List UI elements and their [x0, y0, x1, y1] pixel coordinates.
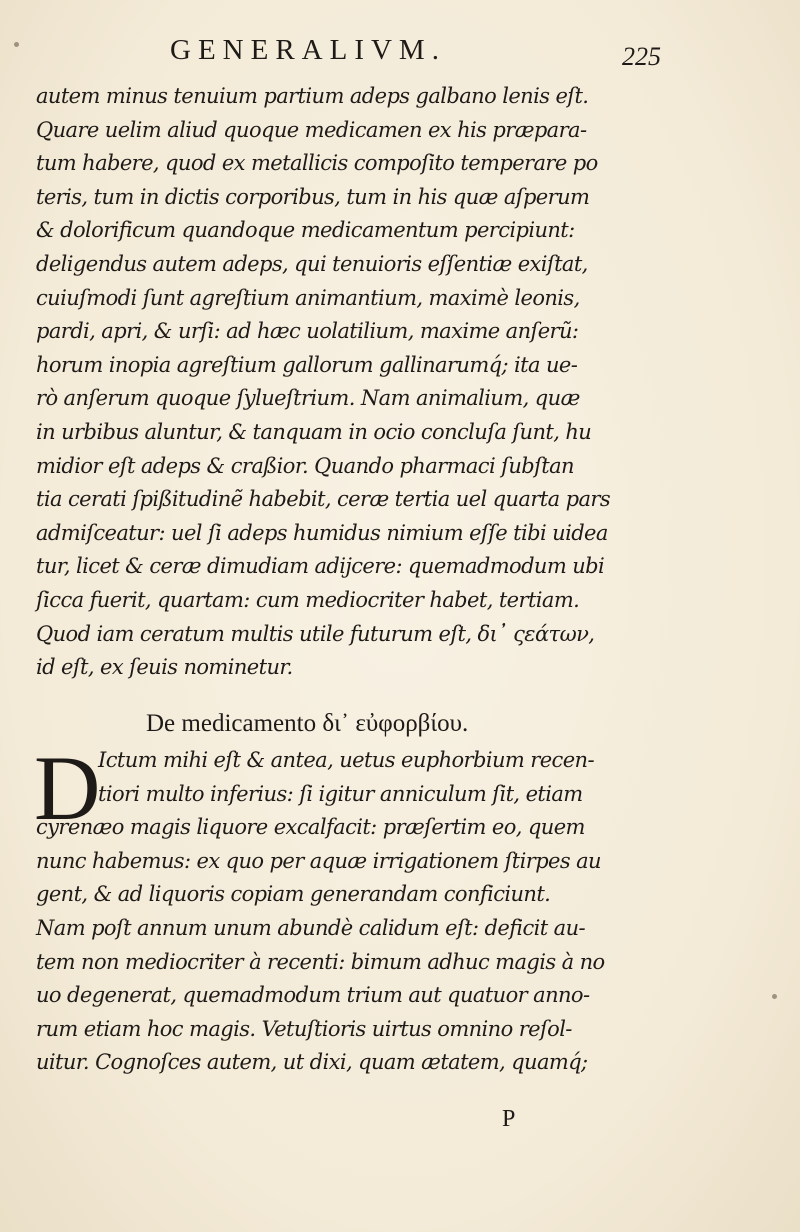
text-line: Quare uelim aliud quoque medicamen ex his præpara-	[36, 117, 587, 142]
text-line: gent, & ad liquoris copiam generandam conficiunt.	[36, 882, 551, 907]
text-line: Ictum mihi eſt & antea, uetus euphorbium recen-	[98, 748, 594, 772]
text-line: uitur. Cognoſces autem, ut dixi, quam ætatem, quamq́;	[36, 1050, 588, 1075]
text-line: & dolorificum quandoque medicamentum percipiunt:	[36, 218, 575, 243]
page-number: 225	[622, 42, 661, 71]
text-line: uo degenerat, quemadmodum trium aut quatuor anno-	[36, 983, 590, 1008]
text-line: tia cerati ſpißitudinẽ habebit, ceræ tertia uel quarta pars	[36, 487, 611, 512]
section-heading: De medicamento δι᾽ εὐφορβίου.	[146, 710, 469, 737]
drop-cap: D	[34, 737, 101, 839]
text-line: tur, licet & ceræ dimudiam adijcere: quemadmodum ubi	[36, 554, 605, 579]
text-line: Quod iam ceratum multis utile futurum eſt, δι᾽ ςεάτων,	[36, 621, 595, 646]
text-line: ſicca fuerit, quartam: cum mediocriter habet, tertiam.	[36, 587, 580, 612]
text-line: in urbibus aluntur, & tanquam in ocio concluſa ſunt, hu	[36, 419, 592, 444]
text-line: autem minus tenuium partium adeps galbano lenis eſt.	[36, 84, 589, 108]
text-line: teris, tum in dictis corporibus, tum in his quæ aſperum	[36, 184, 590, 209]
text-line: pardi, apri, & urſi: ad hæc uolatilium, maxime anſerũ:	[36, 319, 579, 344]
text-line: admiſceatur: uel ſi adeps humidus nimium eſſe tibi uidea	[36, 520, 608, 545]
ink-speck	[14, 42, 19, 47]
text-line: tiori multo inferius: ſi igitur anniculum ſit, etiam	[98, 781, 583, 806]
paragraph-2	[34, 737, 636, 1080]
text-line: tem non mediocriter à recenti: bimum adhuc magis à no	[36, 949, 605, 974]
text-line: cuiuſmodi ſunt agreſtium animantium, maximè leonis,	[36, 285, 580, 310]
text-line: nunc habemus: ex quo per aquæ irrigationem ſtirpes au	[36, 848, 601, 873]
ink-speck	[772, 994, 777, 999]
running-title: GENERALIVM.	[170, 34, 446, 66]
paragraph-1	[36, 80, 636, 685]
text-line: deligendus autem adeps, qui tenuioris eſſentiæ exiſtat,	[36, 251, 588, 276]
text-line: cyrenæo magis liquore excalfacit: præſertim eo, quem	[36, 815, 585, 840]
page-header	[0, 30, 800, 70]
text-line: id eſt, ex ſeuis nominetur.	[36, 655, 293, 680]
text-line: midior eſt adeps & craßior. Quando pharmaci ſubſtan	[36, 453, 574, 478]
text-line: horum inopia agreſtium gallorum gallinarumq́; ita ue-	[36, 352, 578, 377]
text-line: rum etiam hoc magis. Vetuſtioris uirtus omnino reſol-	[36, 1016, 572, 1041]
text-line: rò anſerum quoque ſylueſtrium. Nam animalium, quæ	[36, 386, 580, 411]
catchword: P	[502, 1106, 516, 1132]
text-line: Nam poſt annum unum abundè calidum eſt: deficit au-	[36, 915, 586, 940]
text-line: tum habere, quod ex metallicis compoſito temperare po	[36, 151, 598, 176]
